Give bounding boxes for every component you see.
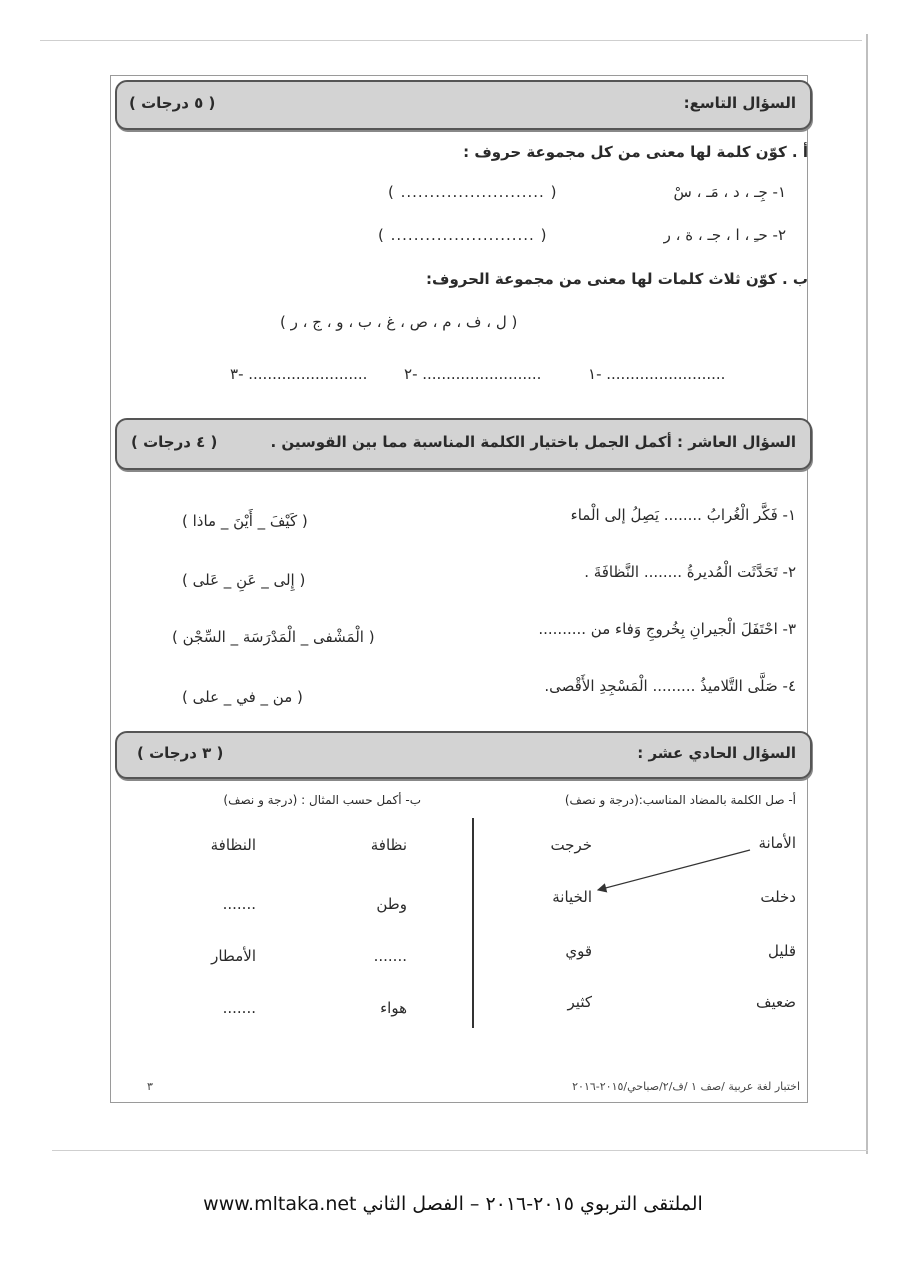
site-caption: www.mltaka.net الملتقى التربوي ٢٠١٥-٢٠١٦ – الفصل الثاني (203, 1193, 703, 1215)
q10-row-1-options: ( كَيْفَ _ أَيْنَ _ ماذا ) (182, 512, 308, 530)
exam-info-footer: اختبار لغة عربية /صف ١ /ف/٢/صباحي/٢٠١٥-٢٠١٦ (572, 1080, 800, 1093)
complete-col1-4: هواء (380, 999, 407, 1017)
match-word-4: ضعيف (755, 993, 796, 1011)
q9-title: السؤال التاسع: (683, 94, 796, 112)
complete-col1-3[interactable]: ....... (373, 947, 407, 965)
q10-marks: ( ٤ درجات ) (131, 433, 218, 451)
match-word-2: دخلت (760, 888, 796, 906)
complete-col2-3: الأمطار (211, 947, 256, 965)
q10-row-4-sentence: ٤- صَلَّى التَّلاميذُ ......... الْمَسْجِدِ الأَقْصى. (544, 677, 796, 695)
q9-a2-letters: ٢- حـِ ، ا ، جـ ، ة ، ر (663, 226, 786, 244)
q9-a1-blank[interactable]: ( ......................... ) (388, 183, 558, 201)
q11-column-divider (472, 818, 474, 1028)
scan-edge-right (866, 34, 868, 1154)
q9-a2-blank[interactable]: ( ......................... ) (378, 226, 548, 244)
q11-title: السؤال الحادي عشر : (637, 744, 796, 762)
q9-part-b-prompt: ب . كوّن ثلاث كلمات لها معنى من مجموعة الحروف: (426, 270, 808, 288)
example-match-arrow (590, 840, 760, 900)
q10-row-3-options: ( الْمَشْفى _ الْمَدْرَسَة _ السِّجْن ) (172, 628, 375, 646)
match-answer-1: خرجت (550, 836, 592, 854)
q11-header-box (115, 731, 812, 779)
q9-b3-blank[interactable]: ٣- ......................... (230, 365, 368, 383)
q10-header-box (115, 418, 812, 470)
q10-row-2-options: ( إِلى _ عَنِ _ عَلى ) (182, 571, 306, 589)
complete-col1-2: وطن (376, 895, 407, 913)
q10-row-1-sentence: ١- فَكَّر الْغُرابُ ........ يَصِلُ إلى الْماء (570, 506, 796, 524)
complete-col2-2[interactable]: ....... (222, 895, 256, 913)
match-answer-2: الخيانة (552, 888, 592, 906)
match-word-1: الأمانة (758, 834, 796, 852)
match-answer-3: قوي (565, 942, 592, 960)
q10-title: السؤال العاشر : أكمل الجمل باختيار الكلمة المناسبة مما بين القوسين . (270, 433, 796, 451)
complete-col2-4[interactable]: ....... (222, 999, 256, 1017)
scan-edge-bottom (52, 1150, 868, 1151)
q10-row-3-sentence: ٣- احْتَفَلَ الْجيرانِ بِخُروجِ وَفاء من .......... (538, 620, 796, 638)
scan-edge-top (40, 40, 862, 41)
q9-header-box (115, 80, 812, 130)
q11-part-b-prompt: ب- أكمل حسب المثال : (درجة و نصف) (223, 793, 421, 807)
q9-b1-blank[interactable]: ١- ......................... (588, 365, 726, 383)
complete-col1-1: نظافة (370, 836, 407, 854)
complete-col2-1: النظافة (210, 836, 256, 854)
page-number: ٣ (147, 1080, 153, 1093)
q11-part-a-prompt: أ- صل الكلمة بالمضاد المناسب:(درجة و نصف) (564, 793, 796, 807)
q9-b-letters: ( ل ، ف ، م ، ص ، غ ، ب ، و ، ج ، ر ) (280, 313, 518, 331)
match-answer-4: كثير (567, 993, 592, 1011)
q10-row-4-options: ( من _ في _ على ) (182, 688, 303, 706)
q11-marks: ( ٣ درجات ) (137, 744, 224, 762)
q9-marks: ( ٥ درجات ) (129, 94, 216, 112)
match-word-3: قليل (767, 942, 796, 960)
q9-b2-blank[interactable]: ٢- ......................... (404, 365, 542, 383)
q9-part-a-prompt: أ . كوّن كلمة لها معنى من كل مجموعة حروف : (463, 143, 808, 161)
q10-row-2-sentence: ٢- تَحَدَّثَت الْمُديرةُ ........ النَّظافَةَ . (584, 563, 796, 581)
q9-a1-letters: ١- جِـ ، د ، مَـ ، سْ (673, 183, 786, 201)
